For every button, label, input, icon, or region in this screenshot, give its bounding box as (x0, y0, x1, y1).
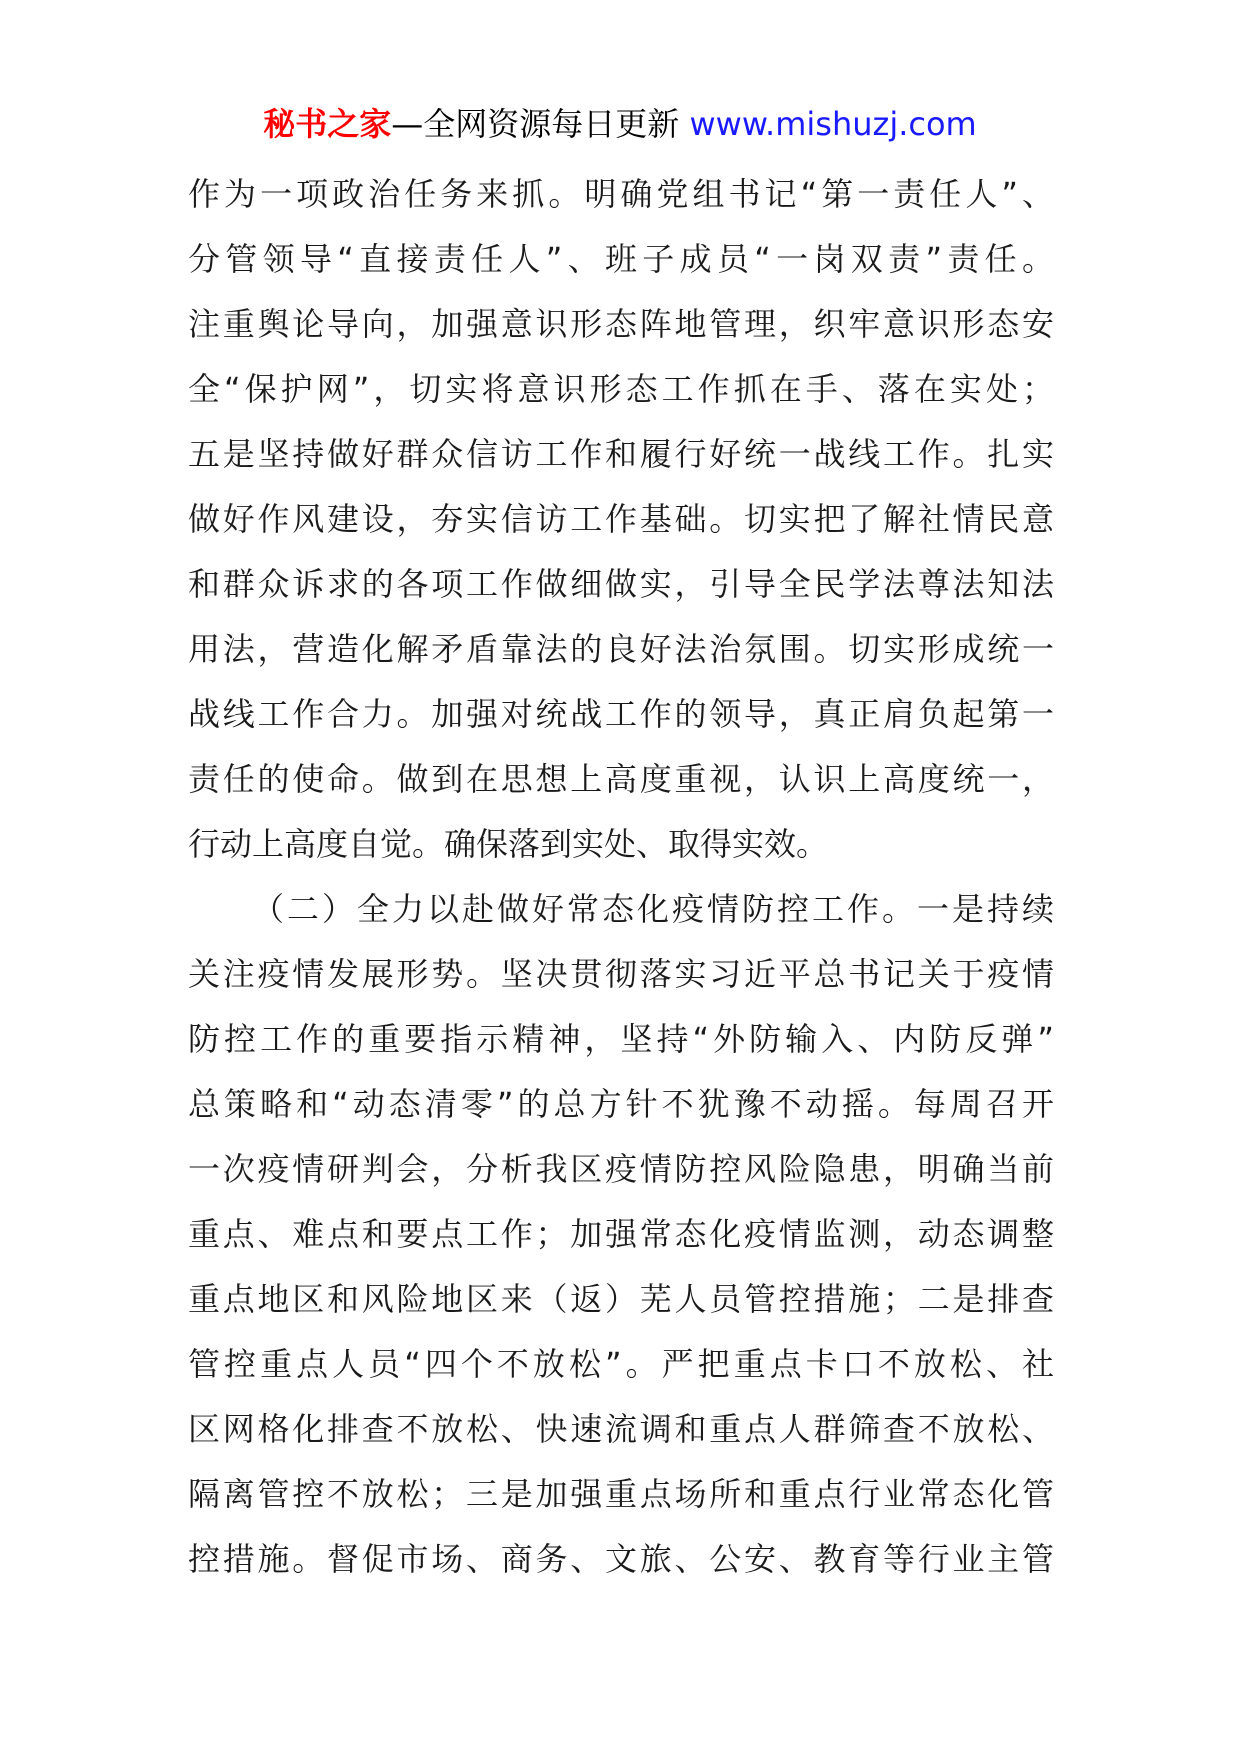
document-body (188, 162, 1054, 1592)
text-line: 行动上高度自觉。确保落到实处、取得实效。 (188, 825, 829, 863)
text-line: 关注疫情发展形势。坚决贯彻落实习近平总书记关于疫情 (188, 955, 1054, 993)
section-heading-line: （二）全力以赴做好常态化疫情防控工作。一是持续 (252, 890, 1054, 928)
text-line: 区网格化排查不放松、快速流调和重点人群筛查不放松、 (188, 1410, 1054, 1448)
text-line: 重点地区和风险地区来（返）芜人员管控措施；二是排查 (188, 1280, 1054, 1318)
text-line: 重点、难点和要点工作；加强常态化疫情监测，动态调整 (188, 1215, 1054, 1253)
text-line: 一次疫情研判会，分析我区疫情防控风险隐患，明确当前 (188, 1150, 1054, 1188)
text-line: 战线工作合力。加强对统战工作的领导，真正肩负起第一 (188, 695, 1054, 733)
text-line: 和群众诉求的各项工作做细做实，引导全民学法尊法知法 (188, 565, 1054, 603)
header-brand: 秘书之家 (263, 105, 392, 143)
text-line: 五是坚持做好群众信访工作和履行好统一战线工作。扎实 (188, 435, 1054, 473)
text-line: 做好作风建设，夯实信访工作基础。切实把了解社情民意 (188, 500, 1054, 538)
page-header (0, 100, 1240, 148)
header-url-link[interactable]: www.mishuzj.com (689, 105, 977, 143)
text-line: 隔离管控不放松；三是加强重点场所和重点行业常态化管 (188, 1475, 1054, 1513)
text-line: 分管领导“直接责任人”、班子成员“一岗双责”责任。 (188, 240, 1054, 278)
text-line: 用法，营造化解矛盾靠法的良好法治氛围。切实形成统一 (188, 630, 1054, 668)
text-line: 全“保护网”，切实将意识形态工作抓在手、落在实处； (188, 370, 1054, 408)
text-line: 控措施。督促市场、商务、文旅、公安、教育等行业主管 (188, 1540, 1054, 1578)
header-tagline: —全网资源每日更新 (391, 105, 680, 143)
text-line: 作为一项政治任务来抓。明确党组书记“第一责任人”、 (188, 175, 1054, 213)
text-line: 总策略和“动态清零”的总方针不犹豫不动摇。每周召开 (188, 1085, 1054, 1123)
text-line: 管控重点人员“四个不放松”。严把重点卡口不放松、社 (188, 1345, 1054, 1383)
text-line: 注重舆论导向，加强意识形态阵地管理，织牢意识形态安 (188, 305, 1054, 343)
text-line: 防控工作的重要指示精神，坚持“外防输入、内防反弹” (188, 1020, 1054, 1058)
text-line: 责任的使命。做到在思想上高度重视，认识上高度统一， (188, 760, 1054, 798)
